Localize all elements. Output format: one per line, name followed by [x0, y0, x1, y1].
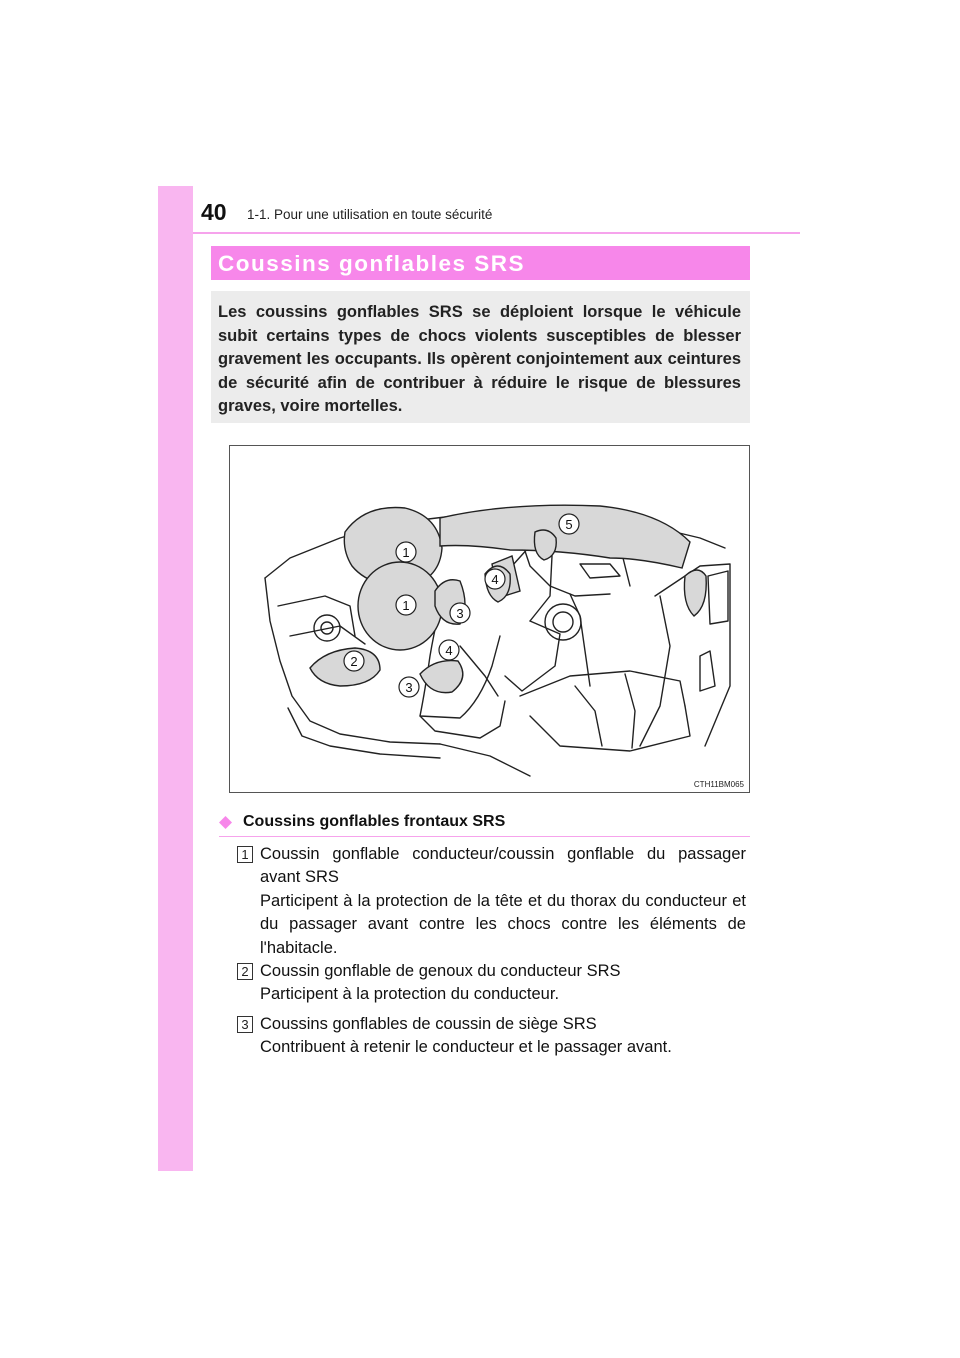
callout-5	[559, 514, 579, 534]
chapter-title: 1-1. Pour une utilisation en toute sécurité	[247, 207, 493, 222]
callout-label: 2	[350, 654, 358, 669]
intro-text: Les coussins gonflables SRS se déploient lorsque le véhicule subit certains types de chocs violents susceptibles de blesser gravement les occupants. Ils opèrent conjointement aux ceintures de sécurité afin de contribuer à réduire le risque de blessures graves, voire mortelles.	[218, 303, 741, 416]
item-description: Participent à la protection du conducteur.	[260, 985, 560, 1004]
callout-3b	[399, 677, 419, 697]
header-rule	[193, 232, 800, 234]
callout-1b	[396, 595, 416, 615]
callout-label: 3	[405, 680, 413, 695]
callout-label: 1	[402, 598, 410, 613]
subsection-header	[219, 812, 750, 837]
callout-label: 3	[456, 606, 464, 621]
item-body	[260, 843, 746, 960]
item-description: Participent à la protection de la tête et du thorax du conducteur et du passager avant contre les chocs contre les éléments de l'habitacle.	[260, 891, 746, 957]
item-number: 2	[237, 963, 253, 980]
item-description: Contribuent à retenir le conducteur et le passager avant.	[260, 1038, 672, 1057]
intro-box	[211, 291, 750, 423]
section-title-bar	[211, 246, 750, 280]
figure-code: CTH11BM065	[693, 780, 744, 789]
item-title: Coussin gonflable conducteur/coussin gonflable du passager avant SRS	[260, 845, 746, 887]
callout-label: 5	[565, 517, 573, 532]
callout-4a	[485, 569, 505, 589]
callout-1a	[396, 542, 416, 562]
section-title: Coussins gonflables SRS	[218, 251, 526, 276]
item-number: 1	[237, 846, 253, 863]
diamond-icon	[219, 816, 232, 829]
item-title: Coussin gonflable de genoux du conducteur SRS	[260, 962, 621, 980]
callout-label: 1	[402, 545, 410, 560]
item-number: 3	[237, 1016, 253, 1033]
callout-label: 4	[445, 643, 453, 658]
callout-label: 4	[491, 572, 499, 587]
subsection-title: Coussins gonflables frontaux SRS	[243, 813, 506, 830]
callout-2	[344, 651, 364, 671]
item-body	[260, 1013, 746, 1060]
car-interior-drawing	[230, 446, 749, 792]
callout-3a	[450, 603, 470, 623]
callout-4b	[439, 640, 459, 660]
page-number: 40	[201, 199, 227, 225]
item-title: Coussins gonflables de coussin de siège SRS	[260, 1015, 597, 1033]
side-color-bar	[158, 186, 193, 1171]
item-body	[260, 960, 746, 1007]
airbag-illustration	[229, 445, 750, 793]
